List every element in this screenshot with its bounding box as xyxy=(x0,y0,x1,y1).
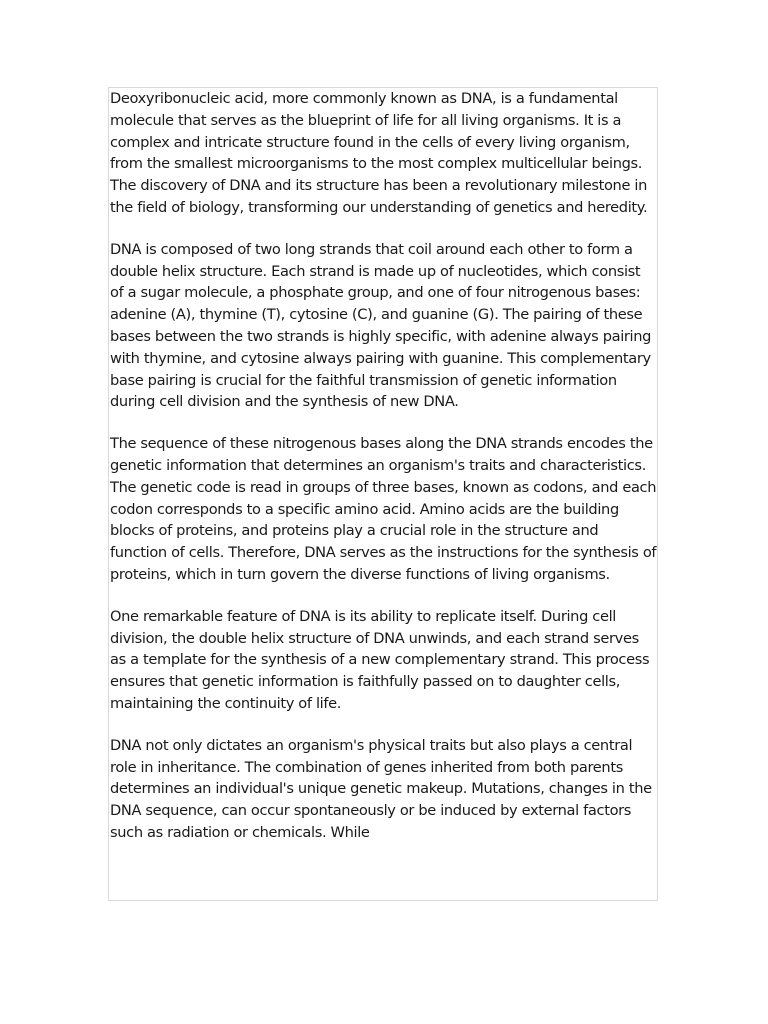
paragraph-2: DNA is composed of two long strands that coil around each other to form a double helix structure. Each strand is made up of nucleotides, which consist of a sugar molecule, a phosphate group, and one of four nitrogenous bases: adenine (A), thymine (T), cytosine (C), and guanine (G). The pairing of these bases between the two strands is highly specific, with adenine always pairing with thymine, and cytosine always pairing with guanine. This complementary base pairing is crucial for the faithful transmission of genetic information during cell division and the synthesis of new DNA. xyxy=(110,240,652,411)
paragraph-3: The sequence of these nitrogenous bases along the DNA strands encodes the genetic information that determines an organism's traits and characteristics. The genetic code is read in groups of three bases, known as codons, and each codon corresponds to a specific amino acid. Amino acids are the building blocks of proteins, and proteins play a crucial role in the structure and function of cells. Therefore, DNA serves as the instructions for the synthesis of proteins, which in turn govern the diverse functions of living organisms. xyxy=(110,435,657,583)
paragraph-5: DNA not only dictates an organism's physical traits but also plays a central role in inheritance. The combination of genes inherited from both parents determines an individual's unique genetic makeup. Mutations, changes in the DNA sequence, can occur spontaneously or be induced by external factors such as radiation or chemicals. While xyxy=(110,736,652,841)
paragraph-1: Deoxyribonucleic acid, more commonly known as DNA, is a fundamental molecule that serves as the blueprint of life for all living organisms. It is a complex and intricate structure found in the cells of every living organism, from the smallest microorganisms to the most complex multicellular beings. The discovery of DNA and its structure has been a revolutionary milestone in the field of biology, transforming our understanding of genetics and heredity. xyxy=(110,90,648,216)
paragraph-4: One remarkable feature of DNA is its ability to replicate itself. During cell division, the double helix structure of DNA unwinds, and each strand serves as a template for the synthesis of a new complementary strand. This process ensures that genetic information is faithfully passed on to daughter cells, maintaining the continuity of life. xyxy=(110,607,650,712)
text-frame xyxy=(108,87,658,901)
